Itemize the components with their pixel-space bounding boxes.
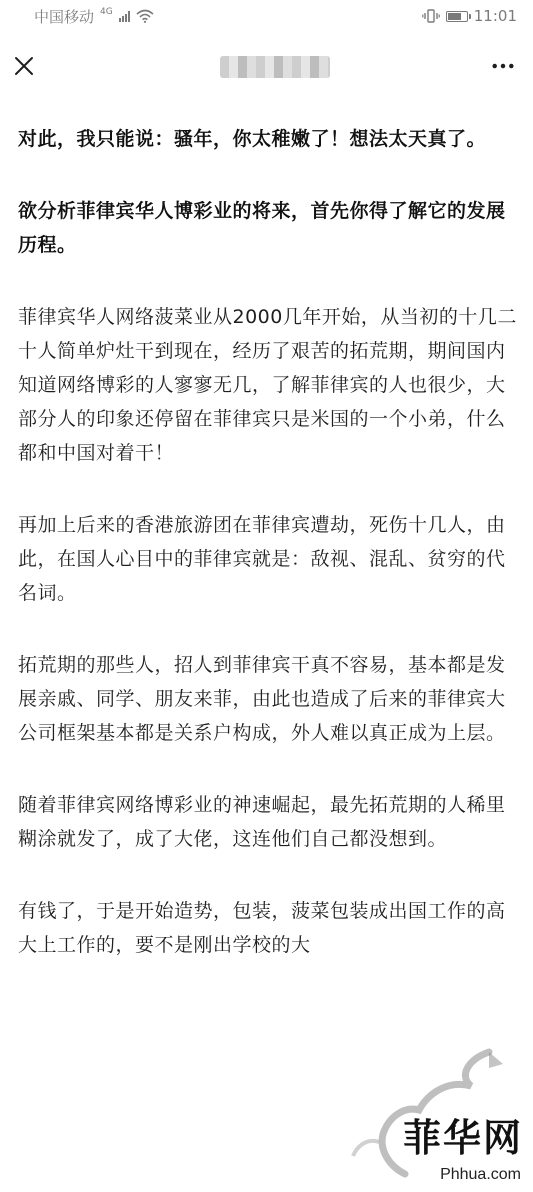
blurred-account-title [220,56,330,78]
paragraph-5: 拓荒期的那些人，招人到菲律宾干真不容易，基本都是发展亲戚、同学、朋友来菲，由此也造成了后来的菲律宾大公司框架基本都是关系户构成，外人难以真正成为上层。 [18,654,506,744]
carrier-label: 中国移动 [34,7,95,26]
clock: 11:01 [473,7,517,25]
paragraph-7: 有钱了，于是开始造势，包装，菠菜包装成出国工作的高大上工作的，要不是刚出学校的大 [18,900,506,956]
paragraph-1: 对此，我只能说：骚年，你太稚嫩了！想法太天真了。 [18,128,487,150]
battery-icon [446,11,468,22]
paragraph-3: 菲律宾华人网络菠菜业从2000几年开始，从当初的十几二十人简单炉灶干到现在，经历了艰苦的拓荒期，期间国内知道网络博彩的人寥寥无几，了解菲律宾的人也很少，大部分人的印象还停留在菲律宾只是米国的一个小弟，什么都和中国对着干！ [18,306,517,464]
signal-icon [119,10,130,22]
nav-bar [0,32,533,100]
status-left [34,6,154,27]
battery-fill [448,13,461,20]
watermark-brand: 菲华网 [402,1115,523,1160]
paragraph-2: 欲分析菲律宾华人博彩业的将来，首先你得了解它的发展历程。 [18,200,506,256]
status-right [422,7,517,25]
more-icon [491,62,515,70]
dragon-logo-icon [339,1046,529,1186]
paragraph-6: 随着菲律宾网络博彩业的神速崛起，最先拓荒期的人稀里糊涂就发了，成了大佬，这连他们自己都没想到。 [18,794,506,850]
watermark [339,1046,529,1186]
vibrate-icon [422,9,440,23]
network-badge: 4G [100,6,113,17]
close-icon [13,55,35,77]
more-button[interactable] [491,54,515,78]
close-button[interactable] [12,54,36,78]
status-bar [0,0,533,32]
watermark-domain: Phhua.com [440,1166,521,1183]
wifi-icon [136,9,154,23]
paragraph-4: 再加上后来的香港旅游团在菲律宾遭劫，死伤十几人，由此，在国人心目中的菲律宾就是：敌视、混乱、贫穷的代名词。 [18,514,506,604]
article-content [0,122,533,962]
